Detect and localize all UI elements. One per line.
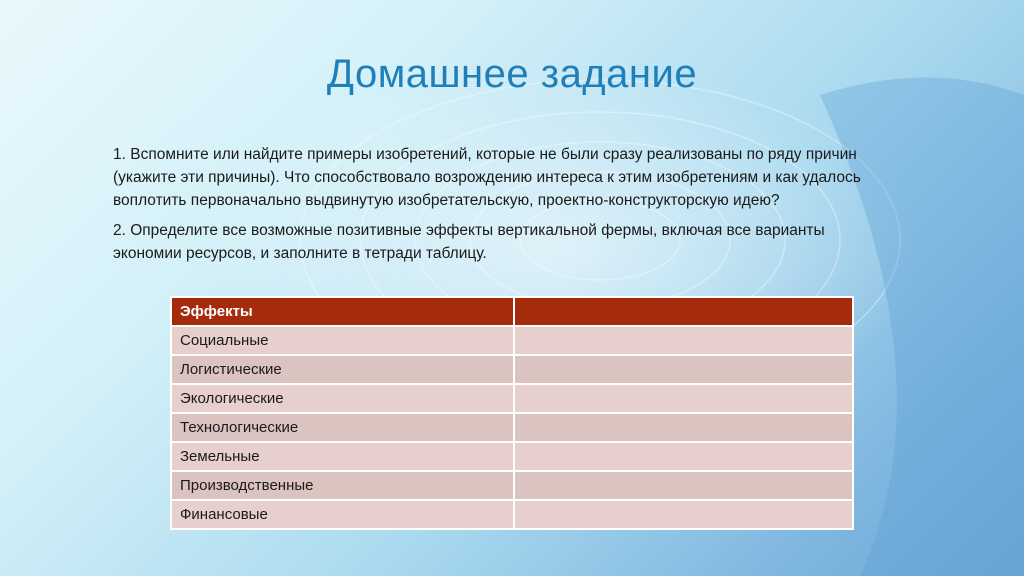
row-value-cell[interactable] (514, 355, 853, 384)
row-label-cell: Земельные (171, 442, 514, 471)
row-value-cell[interactable] (514, 500, 853, 529)
effects-table (170, 296, 854, 530)
task-2-text: 2. Определите все возможные позитивные эффекты вертикальной фермы, включая все варианты экономии ресурсов, и заполните в тетради таблицу. (113, 222, 825, 262)
row-label-cell: Экологические (171, 384, 514, 413)
task-1-text: 1. Вспомните или найдите примеры изобретений, которые не были сразу реализованы по ряду причин (укажите эти причины). Что способствовало возрождению интереса к этим изобретениям и как удалось воплотить первоначально выдвинутую изобретательскую, проектно-конструкторскую идею? (113, 146, 861, 209)
row-value-cell[interactable] (514, 413, 853, 442)
table-row (171, 326, 853, 355)
row-label-cell: Финансовые (171, 500, 514, 529)
table-row (171, 500, 853, 529)
slide-title: Домашнее задание (326, 52, 698, 96)
row-label-cell: Логистические (171, 355, 514, 384)
table-row (171, 355, 853, 384)
row-value-cell[interactable] (514, 326, 853, 355)
row-label-cell: Технологические (171, 413, 514, 442)
row-label-cell: Социальные (171, 326, 514, 355)
table-header-row (171, 297, 853, 326)
row-value-cell[interactable] (514, 384, 853, 413)
table-row (171, 384, 853, 413)
row-value-cell[interactable] (514, 471, 853, 500)
header-cell-empty (514, 297, 853, 326)
task-text (113, 143, 873, 272)
table-row (171, 442, 853, 471)
table-row (171, 471, 853, 500)
row-value-cell[interactable] (514, 442, 853, 471)
table-row (171, 413, 853, 442)
row-label-cell: Производственные (171, 471, 514, 500)
header-cell-effects: Эффекты (171, 297, 514, 326)
